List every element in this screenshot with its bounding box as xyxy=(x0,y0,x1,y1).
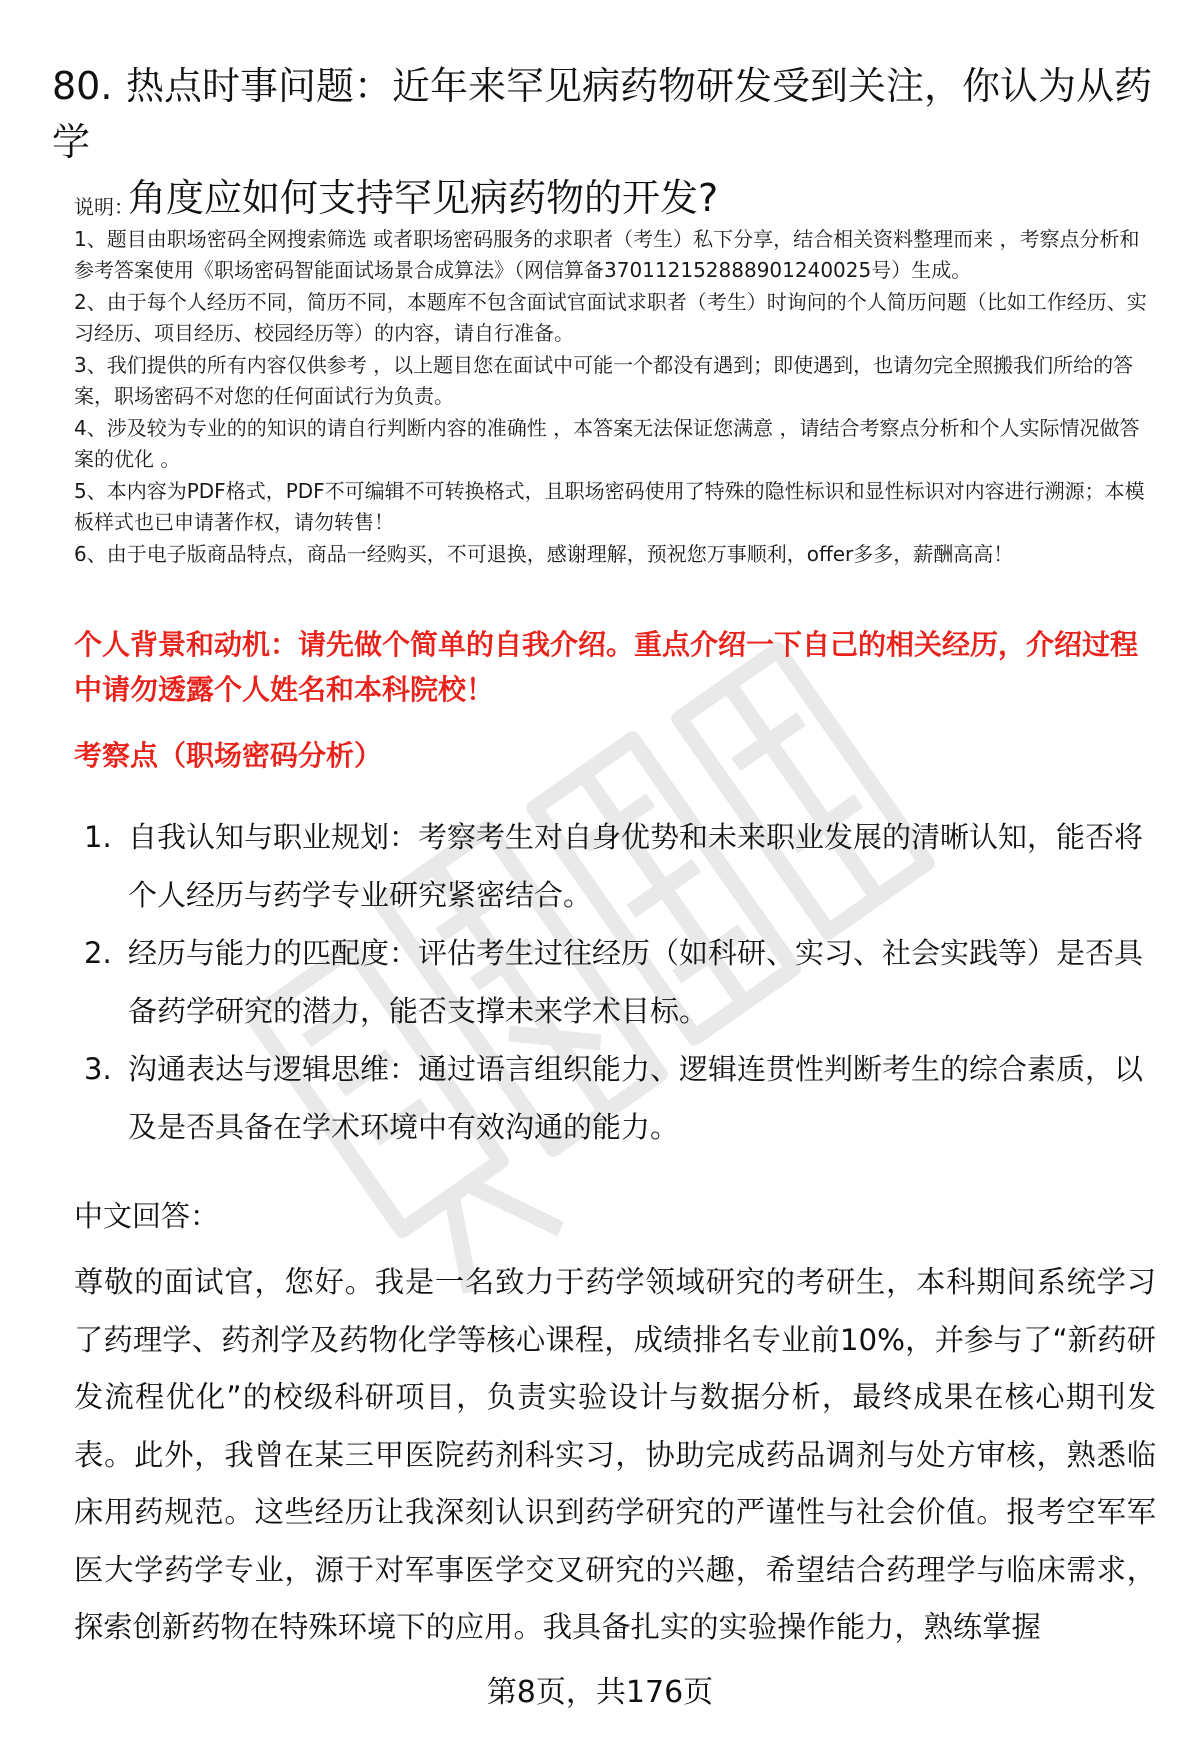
question-line-2: 角度应如何支持罕见病药物的开发? xyxy=(128,176,719,220)
analysis-heading: 考察点（职场密码分析） xyxy=(74,739,383,772)
analysis-point xyxy=(84,808,1164,924)
analysis-point-text: 经历与能力的匹配度：评估考生过往经历（如科研、实习、社会实践等）是否具备药学研究的潜力，能否支撑未来学术目标。 xyxy=(128,936,1144,1028)
note-item-2: 2、由于每个人经历不同，简历不同，本题库不包含面试官面试求职者（考生）时询问的个人简历问题（比如工作经历、实习经历、项目经历、校园经历等）的内容，请自行准备。 xyxy=(74,289,1147,345)
analysis-point-index: 3. xyxy=(84,1052,112,1086)
answer-label: 中文回答： xyxy=(74,1199,220,1233)
analysis-point-index: 1. xyxy=(84,820,112,854)
note-item-6: 6、由于电子版商品特点，商品一经购买，不可退换，感谢理解，预祝您万事顺利，offer多多，薪酬高高！ xyxy=(74,541,1014,566)
note-item-5: 5、本内容为PDF格式，PDF不可编辑不可转换格式，且职场密码使用了特殊的隐性标识和显性标识对内容进行溯源；本模板样式也已申请著作权，请勿转售！ xyxy=(74,478,1145,534)
analysis-point-index: 2. xyxy=(84,936,112,970)
question-line-1: 热点时事问题：近年来罕见病药物研发受到关注，你认为从药学 xyxy=(52,64,1153,164)
note-item-3: 3、我们提供的所有内容仅供参考 ，以上题目您在面试中可能一个都没有遇到；即使遇到，也请勿完全照搬我们所给的答案，职场密码不对您的任何面试行为负责。 xyxy=(74,352,1134,408)
background-prompt: 个人背景和动机：请先做个简单的自我介绍。重点介绍一下自己的相关经历，介绍过程中请勿透露个人姓名和本科院校！ xyxy=(74,628,1139,706)
note-item-4: 4、涉及较为专业的的知识的请自行判断内容的准确性 ，本答案无法保证您满意 ，请结合考察点分析和个人实际情况做答案的优化 。 xyxy=(74,415,1140,471)
question-number: 80. xyxy=(52,64,113,108)
notes-heading: 说明： xyxy=(74,195,134,219)
analysis-points xyxy=(84,808,1164,1156)
analysis-point xyxy=(84,924,1164,1040)
analysis-point xyxy=(84,1040,1164,1156)
notes-section xyxy=(74,192,1154,570)
page-footer: 第8页，共176页 xyxy=(486,1675,714,1710)
note-item-1: 1、题目由职场密码全网搜索筛选 或者职场密码服务的求职者（考生）私下分享，结合相关资料整理而来 ，考察点分析和参考答案使用《职场密码智能面试场景合成算法》（网信算备370112152888901240025号）生成。 xyxy=(74,226,1140,282)
analysis-point-text: 沟通表达与逻辑思维：通过语言组织能力、逻辑连贯性判断考生的综合素质，以及是否具备在学术环境中有效沟通的能力。 xyxy=(128,1052,1144,1144)
answer-text: 尊敬的面试官，您好。我是一名致力于药学领域研究的考研生，本科期间系统学习了药理学、药剂学及药物化学等核心课程，成绩排名专业前10%，并参与了“新药研发流程优化”的校级科研项目，负责实验设计与数据分析，最终成果在核心期刊发表。此外，我曾在某三甲医院药剂科实习，协助完成药品调剂与处方审核，熟悉临床用药规范。这些经历让我深刻认识到药学研究的严谨性与社会价值。报考空军军医大学药学专业，源于对军事医学交叉研究的兴趣，希望结合药理学与临床需求，探索创新药物在特殊环境下的应用。我具备扎实的实验操作能力，熟练掌握 xyxy=(74,1265,1156,1644)
analysis-point-text: 自我认知与职业规划：考察考生对自身优势和未来职业发展的清晰认知，能否将个人经历与药学专业研究紧密结合。 xyxy=(128,820,1144,912)
